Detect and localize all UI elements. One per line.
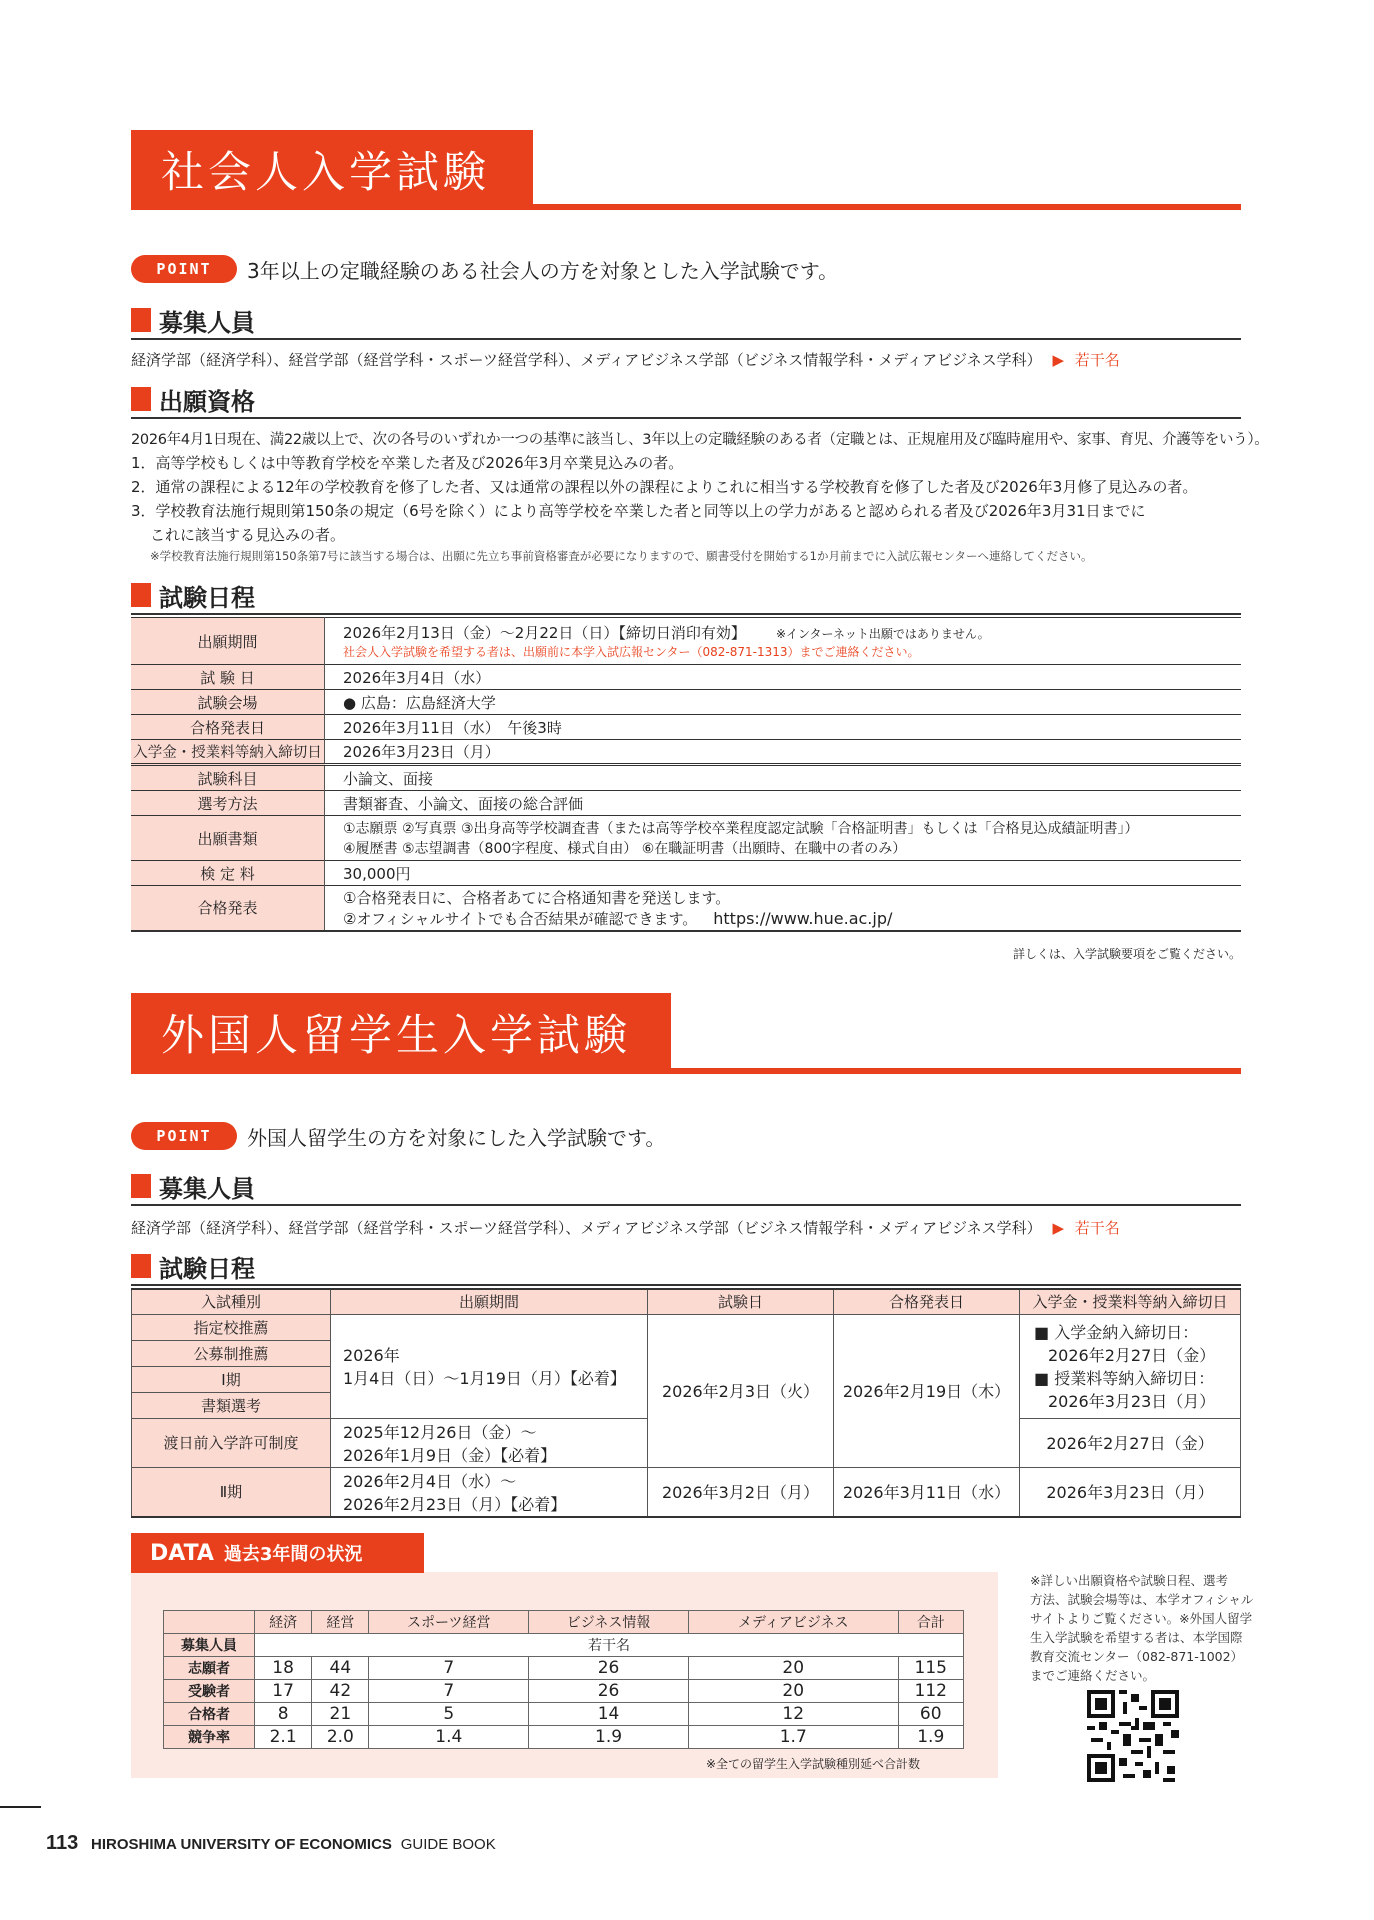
result-day-value: 2026年3月11日（水） 午後3時: [325, 715, 1242, 740]
data-cell: 7: [369, 1657, 529, 1680]
period-group1: 2026年 1月4日（日）〜1月19日（月）【必着】: [331, 1314, 648, 1418]
recruit-count: 若干名: [1074, 351, 1120, 369]
period-watari: 2025年12月26日（金）〜 2026年1月9日（金）【必着】: [331, 1418, 648, 1467]
type-cell: 渡日前入学許可制度: [132, 1418, 331, 1467]
announce-line-2: ②オフィシャルサイトでも合否結果が確認できます。: [343, 909, 698, 928]
heading-marker: [131, 583, 151, 607]
type-cell: 書類選考: [132, 1392, 331, 1418]
fee-label: 検 定 料: [131, 861, 325, 886]
exam-ii: 2026年3月2日（月）: [648, 1467, 834, 1517]
announce-line-1: ①合格発表日に、合格者あてに合格通知書を発送します。: [343, 888, 731, 907]
recruit-text: 経済学部（経済学科）、経営学部（経営学科・スポーツ経営学科）、メディアビジネス学部（ビジネス情報学科・メディアビジネス学科） ▶ 若干名: [131, 1219, 1120, 1237]
data-cell: 12: [688, 1703, 898, 1726]
data-cell: 26: [529, 1657, 689, 1680]
footer-note: 詳しくは、入学試験要項をご覧ください。: [1012, 947, 1241, 961]
announce-cell: [325, 886, 1242, 931]
type-cell: 公募制推薦: [132, 1340, 331, 1366]
col-header: 経営: [312, 1611, 369, 1634]
row-label: 競争率: [164, 1726, 255, 1749]
type-cell: Ⅱ期: [132, 1467, 331, 1517]
recruit-text: 経済学部（経済学科）、経営学部（経営学科・スポーツ経営学科）、メディアビジネス学部（ビジネス情報学科・メディアビジネス学科） ▶ 若干名: [131, 351, 1120, 369]
exam-group1: 2026年2月3日（火）: [648, 1314, 834, 1467]
data-cell: 42: [312, 1680, 369, 1703]
heading-text: 出願資格: [159, 387, 255, 416]
col-header: ビジネス情報: [529, 1611, 689, 1634]
result-group1: 2026年2月19日（木）: [834, 1314, 1020, 1467]
deadline-ii: 2026年3月23日（月）: [1020, 1467, 1241, 1517]
col-header: 合計: [898, 1611, 964, 1634]
period-red-note: 社会人入学試験を希望する者は、出願前に本学入試広報センター（082-871-1313）までご連絡ください。: [343, 645, 920, 659]
data-title-rest: 過去3年間の状況: [223, 1544, 363, 1565]
type-cell: Ⅰ期: [132, 1366, 331, 1392]
footer: [46, 1832, 496, 1855]
intl-schedule-table: [131, 1288, 1241, 1518]
data-cell: 60: [898, 1703, 964, 1726]
heading-text: 募集人員: [159, 308, 255, 337]
guide-book-label: GUIDE BOOK: [400, 1836, 496, 1853]
data-cell: 7: [369, 1680, 529, 1703]
fee-value: 30,000円: [325, 861, 1242, 886]
result-day-label: 合格発表日: [131, 715, 325, 740]
data-table: [163, 1610, 964, 1749]
data-cell: 44: [312, 1657, 369, 1680]
venue-value: ● 広島：広島経済大学: [325, 690, 1242, 715]
exam-day-label: 試 験 日: [131, 665, 325, 690]
exam-day-value: 2026年3月4日（水）: [325, 665, 1242, 690]
point-text: 3年以上の定職経験のある社会人の方を対象とした入学試験です。: [247, 259, 839, 283]
heading-marker: [131, 1254, 151, 1278]
recruit-count: 若干名: [1074, 1219, 1120, 1237]
arrow-icon: ▶: [1052, 351, 1064, 369]
qual-item-3-cont: これに該当する見込みの者。: [150, 526, 346, 544]
deadline-label: 入学金・授業料等納入締切日: [131, 740, 325, 765]
official-site-link[interactable]: https://www.hue.ac.jp/: [713, 908, 893, 928]
data-title: [131, 1533, 424, 1573]
section-heading-qualification: [131, 381, 1241, 419]
deadline-watari: 2026年2月27日（金）: [1020, 1418, 1241, 1467]
point-badge: POINT: [131, 255, 237, 283]
docs-cell: [325, 816, 1242, 861]
section-heading-schedule: [131, 577, 1241, 615]
qual-item-2: 2．通常の課程による12年の学校教育を修了した者、又は通常の課程以外の課程によりこれに相当する学校教育を修了した者及び2026年3月修了見込みの者。: [131, 478, 1198, 496]
side-note: ※詳しい出願資格や試験日程、選考 方法、試験会場等は、本学オフィシャル サイトよりご覧ください。※外国人留学 生入学試験を希望する者は、本学国際 教育交流センター（082-871-1002） までご連絡ください。: [1030, 1573, 1254, 1683]
period-cell: [325, 618, 1242, 665]
qual-intro: 2026年4月1日現在、満22歳以上で、次の各号のいずれか一つの基準に該当し、3年以上の定職経験のある者（定職とは、正規雇用及び臨時雇用や、家事、育児、介護等をいう）。: [131, 432, 1269, 448]
arrow-icon: ▶: [1052, 1219, 1064, 1237]
method-label: 選考方法: [131, 791, 325, 816]
subjects-value: 小論文、面接: [325, 765, 1242, 791]
data-title-data: DATA: [150, 1540, 214, 1566]
data-cell: 5: [369, 1703, 529, 1726]
heading-text: 試験日程: [159, 1254, 255, 1283]
corner-cell: [164, 1611, 255, 1634]
banner-underline: [131, 204, 1241, 210]
venue-label: 試験会場: [131, 690, 325, 715]
data-cell: 2.0: [312, 1726, 369, 1749]
col-header: 試験日: [648, 1289, 834, 1314]
data-cell: 20: [688, 1657, 898, 1680]
deadline-value: 2026年3月23日（月）: [325, 740, 1242, 765]
col-header: スポーツ経営: [369, 1611, 529, 1634]
section-heading-recruit: [131, 302, 1241, 340]
col-header: 出願期間: [331, 1289, 648, 1314]
heading-text: 募集人員: [159, 1174, 255, 1203]
docs-label: 出願書類: [131, 816, 325, 861]
adult-schedule-table: [131, 617, 1241, 932]
data-cell: 2.1: [255, 1726, 312, 1749]
col-header: メディアビジネス: [688, 1611, 898, 1634]
row-label: 受験者: [164, 1680, 255, 1703]
docs-line-1: ①志願票 ②写真票 ③出身高等学校調査書（または高等学校卒業程度認定試験「合格証明書」もしくは「合格見込成績証明書」）: [343, 821, 1139, 837]
banner-underline: [131, 1068, 1241, 1074]
qual-item-3: 3．学校教育法施行規則第150条の規定（6号を除く）により高等学校を卒業した者と同等以上の学力があると認められる者及び2026年3月31日までに: [131, 502, 1146, 520]
data-cell: 115: [898, 1657, 964, 1680]
data-cell: 21: [312, 1703, 369, 1726]
footer-rule: [0, 1806, 41, 1808]
deadline-group1: ■ 入学金納入締切日： 2026年2月27日（金） ■ 授業料等納入締切日： 2026年3月23日（月）: [1020, 1314, 1241, 1418]
data-cell: 14: [529, 1703, 689, 1726]
recruit-value: 若干名: [255, 1634, 964, 1657]
period-label: 出願期間: [131, 618, 325, 665]
result-ii: 2026年3月11日（水）: [834, 1467, 1020, 1517]
period-ii: 2026年2月4日（水）〜 2026年2月23日（月）【必着】: [331, 1467, 648, 1517]
page-number: 113: [46, 1832, 79, 1854]
data-cell: 1.4: [369, 1726, 529, 1749]
data-cell: 18: [255, 1657, 312, 1680]
period-note: ※インターネット出願ではありません。: [775, 627, 990, 641]
data-cell: 1.9: [898, 1726, 964, 1749]
col-header: 経済: [255, 1611, 312, 1634]
col-header: 入試種別: [132, 1289, 331, 1314]
col-header: 合格発表日: [834, 1289, 1020, 1314]
col-header: 入学金・授業料等納入締切日: [1020, 1289, 1241, 1314]
data-cell: 1.9: [529, 1726, 689, 1749]
qr-code-icon[interactable]: [1087, 1690, 1179, 1782]
university-name: HIROSHIMA UNIVERSITY OF ECONOMICS: [91, 1836, 392, 1853]
docs-line-2: ④履歴書 ⑤志望調書（800字程度、様式自由） ⑥在職証明書（出願時、在職中の者のみ）: [343, 841, 907, 857]
heading-marker: [131, 387, 151, 411]
qual-note: ※学校教育法施行規則第150条第7号に該当する場合は、出願に先立ち事前資格審査が必要になりますので、願書受付を開始する1か月前までに入試広報センターへ連絡してください。: [150, 549, 1093, 563]
section-banner-adult: 社会人入学試験: [131, 130, 533, 208]
row-label: 募集人員: [164, 1634, 255, 1657]
qual-item-1: 1．高等学校もしくは中等教育学校を卒業した者及び2026年3月卒業見込みの者。: [131, 454, 684, 472]
heading-text: 試験日程: [159, 583, 255, 612]
subjects-label: 試験科目: [131, 765, 325, 791]
section-heading-schedule: [131, 1248, 1241, 1286]
period-value: 2026年2月13日（金）〜2月22日（日）【締切日消印有効】: [343, 624, 746, 642]
section-banner-intl: 外国人留学生入学試験: [131, 993, 671, 1071]
data-cell: 20: [688, 1680, 898, 1703]
row-label: 志願者: [164, 1657, 255, 1680]
data-cell: 26: [529, 1680, 689, 1703]
section-heading-recruit: [131, 1168, 1241, 1206]
announce-label: 合格発表: [131, 886, 325, 931]
data-cell: 8: [255, 1703, 312, 1726]
data-cell: 112: [898, 1680, 964, 1703]
heading-marker: [131, 1174, 151, 1198]
type-cell: 指定校推薦: [132, 1314, 331, 1340]
data-note: ※全ての留学生入学試験種別延べ合計数: [706, 1757, 921, 1771]
method-value: 書類審査、小論文、面接の総合評価: [325, 791, 1242, 816]
data-cell: 1.7: [688, 1726, 898, 1749]
heading-marker: [131, 308, 151, 332]
point-text: 外国人留学生の方を対象にした入学試験です。: [247, 1126, 666, 1150]
data-cell: 17: [255, 1680, 312, 1703]
point-badge: POINT: [131, 1122, 237, 1150]
row-label: 合格者: [164, 1703, 255, 1726]
